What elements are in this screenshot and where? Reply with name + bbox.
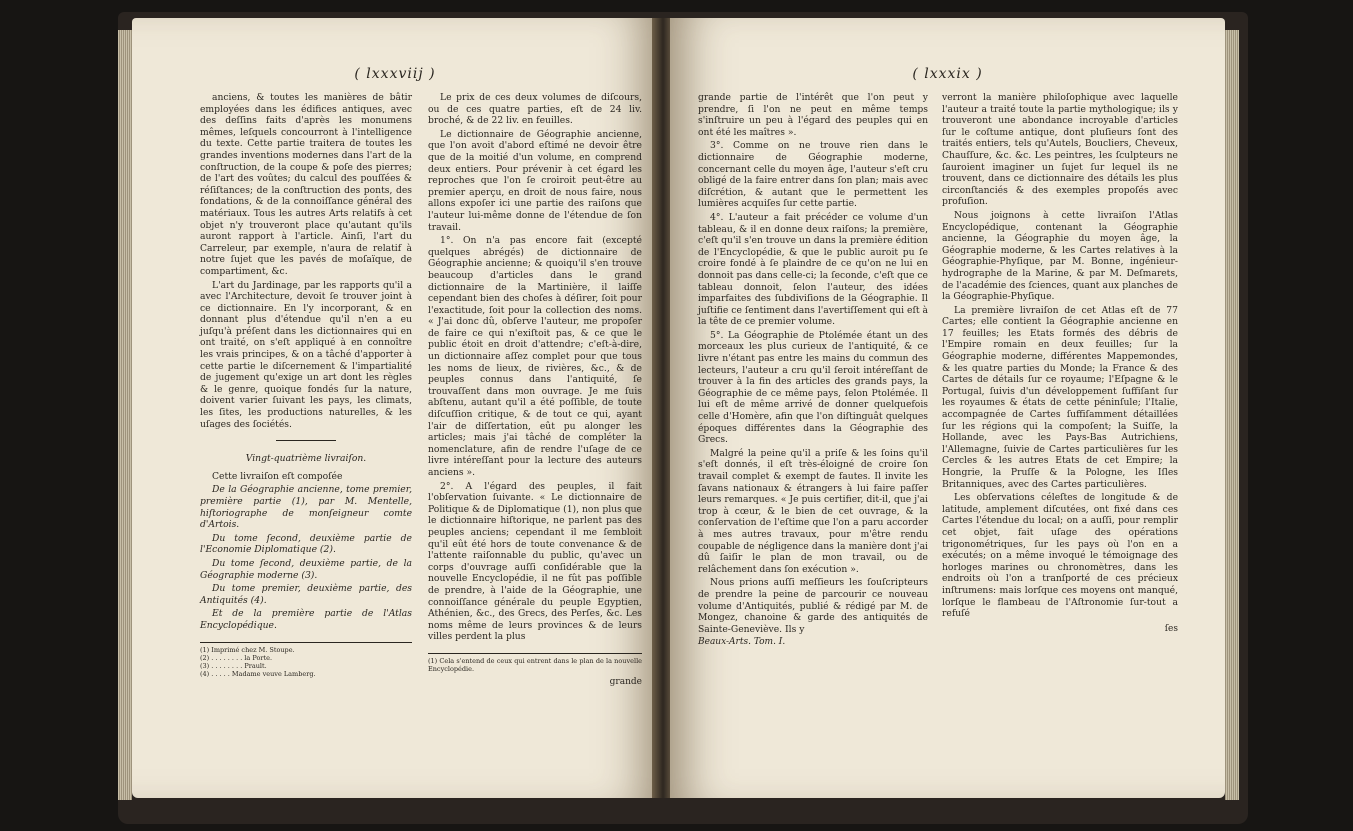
catchword: grande	[609, 676, 642, 687]
paragraph: Du tome premier, deuxième partie, des Antiquités (4).	[200, 583, 412, 606]
paragraph: 4°. L'auteur a fait précéder ce volume d'un tableau, & il en donne deux raiſons; la première, c'eſt qu'il s'en trouve un dans la première édition de l'Encyclopédie, & que le public auroit pu ſe croire fondé à ſe plaindre de ce qu'on ne lui en donnoit pas dans celle-ci; la ſeconde, c'eſt que ce tableau donnoit, ſelon l'auteur, des idées imparfaites des ſubdiviſions de la Géographie. Il juſtifie ce ſentiment dans l'avertiſſement qui eſt à la tête de ce premier volume.	[698, 211, 928, 328]
paragraph: L'art du Jardinage, par les rapports qu'il a avec l'Architecture, devoit ſe trouver joint à ce dictionnaire. En l'y incorporant, & en donnant plus d'étendue qu'il n'en a eu juſqu'à préſent dans les dictionnaires qui en ont traité, on s'eſt appliqué à en connoître les vrais principes, & on a tâché d'apporter à cette partie le diſcernement & l'impartialité de jugement qu'exige un art dont les règles & le genre, quoique fondés ſur la nature, doivent varier ſuivant les pays, les climats, les ſites, les productions naturelles, & les uſages des ſociétés.	[200, 279, 412, 430]
paragraph: Nous prions auſſi meſſieurs les ſouſcripteurs de prendre la peine de parcourir ce nouveau volume d'Antiquités, publié & rédigé par M. de Mongez, chanoine & garde des antiquités de Sainte-Geneviève. Ils y	[698, 577, 928, 635]
paragraph: Le dictionnaire de Géographie ancienne, que l'on avoit d'abord eſtimé ne devoir être que de la moitié d'un volume, en comprend deux entiers. Pour prévenir à cet égard les reproches que l'on ſe croiroit peut-être au premier aperçu, en droit de nous faire, nous allons expoſer ici une partie des raiſons que l'auteur lui-même donne de l'étendue de ſon travail.	[428, 128, 642, 233]
signature-line: Beaux-Arts. Tom. I.	[698, 637, 786, 648]
paragraph: Cette livraiſon eſt compoſée	[212, 470, 343, 482]
right-column-1	[698, 92, 928, 649]
catchword: ſes	[1164, 623, 1178, 634]
left-column-1	[200, 92, 412, 678]
page-edges-right	[1225, 30, 1239, 800]
left-column-2	[428, 92, 642, 689]
right-page-header: ( lxxxix )	[912, 66, 983, 82]
footnote: (3) . . . . . . . . Prault.	[200, 661, 267, 670]
paragraph: Malgré la peine qu'il a priſe & les ſoins qu'il s'eſt donnés, il eſt très-éloigné de croire ſon travail complet & exempt de fautes. Il invite les ſavans nationaux & étrangers à lui faire paſſer leurs remarques. « Je puis certifier, dit-il, que j'ai trop à cœur, & le bien de cet ouvrage, & la conſervation de l'eſtime que l'on a paru accorder à mes autres travaux, pour m'être rendu coupable de négligence dans la manière dont j'ai dû ſaiſir le plan de mon travail, ou de relâchement dans ſon exécution ».	[698, 447, 928, 575]
paragraph: Du tome ſecond, deuxième partie de l'Economie Diplomatique (2).	[200, 532, 412, 556]
paragraph: De la Géographie ancienne, tome premier, première partie (1), par M. Mentelle, hiſtoriographe de monſeigneur comte d'Artois.	[200, 484, 412, 531]
paragraph: Nous joignons à cette livraiſon l'Atlas Encyclopédique, contenant la Géographie ancienne, la Géographie du moyen âge, la Géographie moderne, & les Cartes relatives à la Géographie-Phyſique, par M. Bonne, ingénieur-hydrographe de la Marine, & par M. Deſmarets, de l'académie des ſciences, quant aux planches de la Géographie-Phyſique.	[942, 209, 1178, 303]
paragraph: Le prix de ces deux volumes de diſcours, ou de ces quatre parties, eſt de 24 liv. broché, & de 22 liv. en feuilles.	[428, 92, 642, 127]
paragraph: Et de la première partie de l'Atlas Encyclopédique.	[200, 608, 412, 631]
paragraph: Les obſervations céleſtes de longitude & de latitude, amplement diſcutées, ont fixé dans ces Cartes l'étendue du local; on a auſſi, pour remplir cet objet, fait uſage des opérations trigonométriques, ſur les pays où l'on en a exécutés; on a même invoqué le témoignage des horloges marines ou chronomètres, dans les endroits où l'on a tranſporté de ces précieux inſtrumens: mais lorſque ces moyens ont manqué, lorſque le flambeau de l'Aſtronomie ſur-tout a refuſé	[942, 492, 1178, 620]
section-rule	[276, 440, 336, 441]
paragraph: 1°. On n'a pas encore fait (excepté quelques abrégés) de dictionnaire de Géographie ancienne; & quoiqu'il s'en trouve beaucoup d'articles dans le grand dictionnaire de la Martinière, il laiſſe cependant bien des choſes à déſirer, ſoit pour l'exactitude, ſoit pour la collection des noms. « J'ai donc dû, obſerve l'auteur, me propoſer de faire ce qui n'exiſtoit pas, & ce que le public étoit en droit d'attendre; c'eſt-à-dire, un dictionnaire aſſez complet pour que tous les noms de lieux, de rivières, &c., & de peuples connus dans l'antiquité, ſe trouvaſſent dans mon ouvrage. Je me ſuis abſtenu, autant qu'il a été poſſible, de toute diſcuſſion critique, & de tout ce qui, ayant l'air de diſſertation, eût pu alonger les articles; mais j'ai tâché de compléter la nomenclature, afin de rendre l'uſage de ce livre intéreſſant pour la lecture des auteurs anciens ».	[428, 235, 642, 478]
right-column-2	[942, 92, 1178, 635]
paragraph: La première livraiſon de cet Atlas eſt de 77 Cartes; elle contient la Géographie ancienne en 17 feuilles; les Etats formés des débris de l'Empire romain en deux feuilles; ſur la Géographie moderne, différentes Mappemondes, & les quatre parties du Monde; la France & des Cartes de détails ſur ce royaume; l'Eſpagne & le Portugal, ſuivis d'un développement ſuffiſant ſur les royaumes & états de cette péninſule; l'Italie, accompagnée de Cartes ſuffiſamment détaillées ſur les régions qui la compoſent; la Suiſſe, la Hollande, avec les Pays-Bas Autrichiens, l'Allemagne, ſuivie de Cartes particulières ſur les Cercles & les autres Etats de cet Empire; la Hongrie, la Pruſſe & la Pologne, les Iſles Britanniques, avec des Cartes particulières.	[942, 304, 1178, 490]
left-page	[132, 18, 658, 798]
left-page-header: ( lxxxviij )	[354, 66, 436, 82]
paragraph: anciens, & toutes les manières de bâtir employées dans les édifices antiques, avec des deſſins faits d'après les monumens mêmes, leſquels concourront à l'intelligence du texte. Cette partie traitera de toutes les grandes inventions modernes dans l'art de la conſtruction, de la coupe & poſe des pierres; de l'art des voûtes; du calcul des pouſſées & réſiſtances; de la conſtruction des ponts, des fondations, & de la connoiſſance général des matériaux. Tous les autres Arts relatifs à cet objet n'y trouveront place qu'autant qu'ils auront rapport à l'article. Ainſi, l'art du Carreleur, par exemple, n'aura de relatif à notre ſujet que les pavés de moſaïque, de compartiment, &c.	[200, 92, 412, 277]
paragraph: 5°. La Géographie de Ptolémée étant un des morceaux les plus curieux de l'antiquité, & ce livre n'étant pas entre les mains du commun des lecteurs, l'auteur a cru qu'il ſeroit intéreſſant de trouver à la fin des articles des grands pays, la Géographie de ce même pays, ſelon Ptolémée. Il lui eſt de même arrivé de donner quelquefois celle d'Homère, afin que l'on diſtinguât quelques époques différentes dans la Géographie des Grecs.	[698, 329, 928, 446]
column-footnote: (1) Cela s'entend de ceux qui entrent dans le plan de la nouvelle Encyclopédie.	[428, 653, 642, 673]
page-edges-left	[118, 30, 132, 800]
paragraph: Du tome ſecond, deuxième partie, de la Géographie moderne (3).	[200, 557, 412, 581]
right-page	[670, 18, 1225, 798]
footnotes	[200, 642, 412, 678]
footnote: (2) . . . . . . . . la Porte.	[200, 653, 273, 662]
paragraph: verront la manière philoſophique avec laquelle l'auteur a traité toute la partie mythologique; ils y trouveront une abondance incroyable d'articles ſur le coſtume antique, dont pluſieurs ſont des traités entiers, tels qu'Autels, Boucliers, Cheveux, Chauſſure, &c. &c. Les peintres, les ſculpteurs ne ſauroient imaginer un ſujet ſur lequel ils ne trouvent, dans ce dictionnaire des détails les plus circonſtanciés & des exemples propoſés avec profuſion.	[942, 92, 1178, 208]
paragraph: 2°. A l'égard des peuples, il fait l'obſervation ſuivante. « Le dictionnaire de Politique & de Diplomatique (1), non plus que le dictionnaire hiſtorique, ne parlent pas des peuples anciens; cependant il me ſembloit qu'il eût été hors de toute convenance & de l'attente raiſonnable du public, qu'avec un corps d'ouvrage auſſi conſidérable que la nouvelle Encyclopédie, il ne fût pas poſſible de prendre, à l'aide de la Géographie, une connoiſſance générale du peuple Egyptien, Athénien, &c., des Grecs, des Perſes, &c. Les noms même de leurs provinces & de leurs villes perdent la plus	[428, 480, 642, 643]
paragraph: 3°. Comme on ne trouve rien dans le dictionnaire de Géographie moderne, concernant celle du moyen âge, l'auteur s'eſt cru obligé de la faire entrer dans ſon plan; mais avec diſcrétion, & autant que le permettent les lumières acquiſes ſur cette partie.	[698, 140, 928, 210]
footnote: (1) Imprimé chez M. Stoupe.	[200, 645, 295, 654]
paragraph: grande partie de l'intérêt que l'on peut y prendre, ſi l'on ne peut en même temps s'inſtruire un peu à l'égard des peuples qui en ont été les maîtres ».	[698, 92, 928, 138]
footnote: (4) . . . . . Madame veuve Lamberg.	[200, 669, 316, 678]
section-title: Vingt-quatrième livraiſon.	[245, 453, 367, 465]
